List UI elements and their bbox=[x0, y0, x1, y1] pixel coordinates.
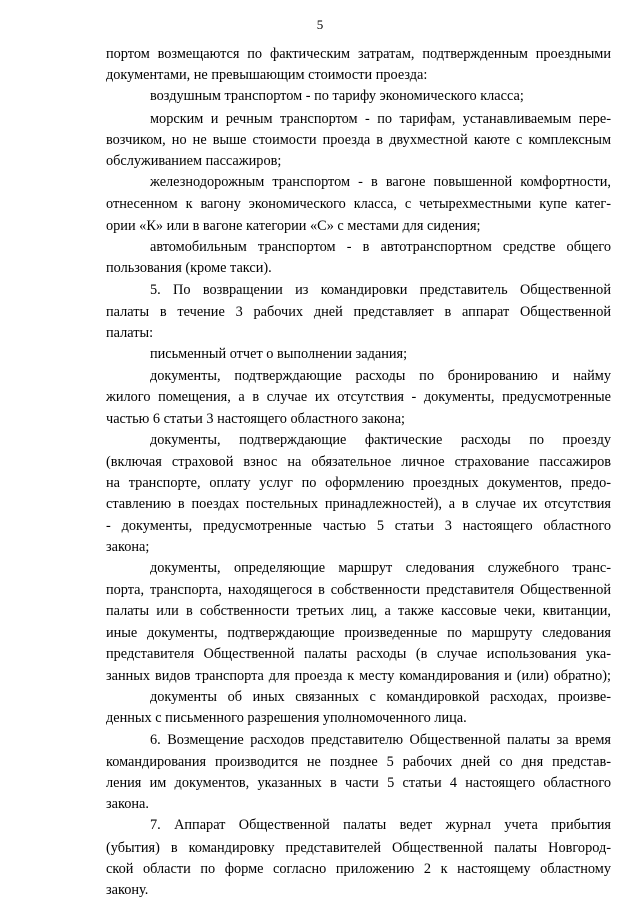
text-line: палаты или в собственности третьих лиц, а также кассовые чеки, квитанции, bbox=[106, 603, 611, 620]
text-line: возчиком, но не выше стоимости проезда в двухместной каюте с комплексным bbox=[106, 131, 611, 148]
text-line: ской области по форме согласно приложению 2 к настоящему областному bbox=[106, 860, 611, 877]
text-line: палаты: bbox=[106, 324, 154, 341]
text-line: командирования производится не позднее 5 рабочих дней со дня представ- bbox=[106, 753, 611, 770]
text-line: закону. bbox=[106, 882, 149, 898]
text-line: закона. bbox=[106, 796, 149, 813]
text-line: документами, не превышающим стоимости проезда: bbox=[106, 67, 428, 84]
text-line: 6. Возмещение расходов представителю Общественной палаты за время bbox=[150, 731, 611, 748]
text-line: морским и речным транспортом - по тарифам, устанавливаемым пере- bbox=[150, 110, 611, 127]
text-line: частью 6 статьи 3 настоящего областного закона; bbox=[106, 410, 406, 427]
text-line: портом возмещаются по фактическим затратам, подтвержденным проездными bbox=[106, 46, 611, 62]
text-line: письменный отчет о выполнении задания; bbox=[150, 345, 408, 362]
text-line: жилого помещения, а в случае их отсутствия - документы, предусмотренные bbox=[106, 389, 611, 406]
text-line: пользования (кроме такси). bbox=[106, 260, 272, 277]
text-line: иные документы, подтверждающие произведенные по маршруту следования bbox=[106, 624, 611, 641]
text-line: железнодорожным транспортом - в вагоне повышенной комфортности, bbox=[150, 174, 611, 191]
text-line: автомобильным транспортом - в автотранспортном средстве общего bbox=[150, 238, 611, 255]
text-line: документы, определяющие маршрут следования служебного транс- bbox=[150, 559, 611, 576]
text-line: документы, подтверждающие фактические расходы по проезду bbox=[150, 431, 611, 448]
text-line: (убытия) в командировку представителей Общественной палаты Новгород- bbox=[106, 839, 611, 856]
text-line: воздушным транспортом - по тарифу экономического класса; bbox=[150, 88, 524, 105]
text-line: представителя Общественной палаты расходы (в случае использования ука- bbox=[106, 645, 611, 662]
text-line: отнесенном к вагону экономического класса, с четырехместными купе катег- bbox=[106, 196, 611, 213]
text-line: ления им документов, указанных в части 5 статьи 4 настоящего областного bbox=[106, 775, 611, 791]
text-line: документы об иных связанных с командировкой расходах, произве- bbox=[150, 689, 611, 706]
text-line: ставлению в поездах постельных принадлежностей), а в случае их отсутствия bbox=[106, 496, 611, 513]
text-line: обслуживанием пассажиров; bbox=[106, 153, 282, 169]
text-line: порта, транспорта, находящегося в собственности представителя Общественной bbox=[106, 582, 611, 599]
text-line: - документы, предусмотренные частью 5 статьи 3 настоящего областного bbox=[106, 517, 611, 534]
text-line: на транспорте, оплату услуг по оформлению проездных документов, предо- bbox=[106, 475, 611, 492]
text-line: закона; bbox=[106, 538, 150, 555]
text-line: документы, подтверждающие расходы по бронированию и найму bbox=[150, 368, 611, 385]
text-line: денных с письменного разрешения уполномоченного лица. bbox=[106, 710, 467, 727]
text-line: ории «К» или в вагоне категории «С» с местами для сидения; bbox=[106, 217, 481, 234]
text-line: занных видов транспорта для проезда к месту командирования и (или) обратно); bbox=[106, 667, 611, 684]
text-line: 5. По возвращении из командировки представитель Общественной bbox=[150, 282, 611, 299]
text-line: (включая страховой взнос на обязательное личное страхование пассажиров bbox=[106, 453, 611, 470]
text-line: палаты в течение 3 рабочих дней представляет в аппарат Общественной bbox=[106, 303, 611, 320]
text-line: 7. Аппарат Общественной палаты ведет журнал учета прибытия bbox=[150, 817, 611, 834]
page-number: 5 bbox=[316, 17, 324, 32]
